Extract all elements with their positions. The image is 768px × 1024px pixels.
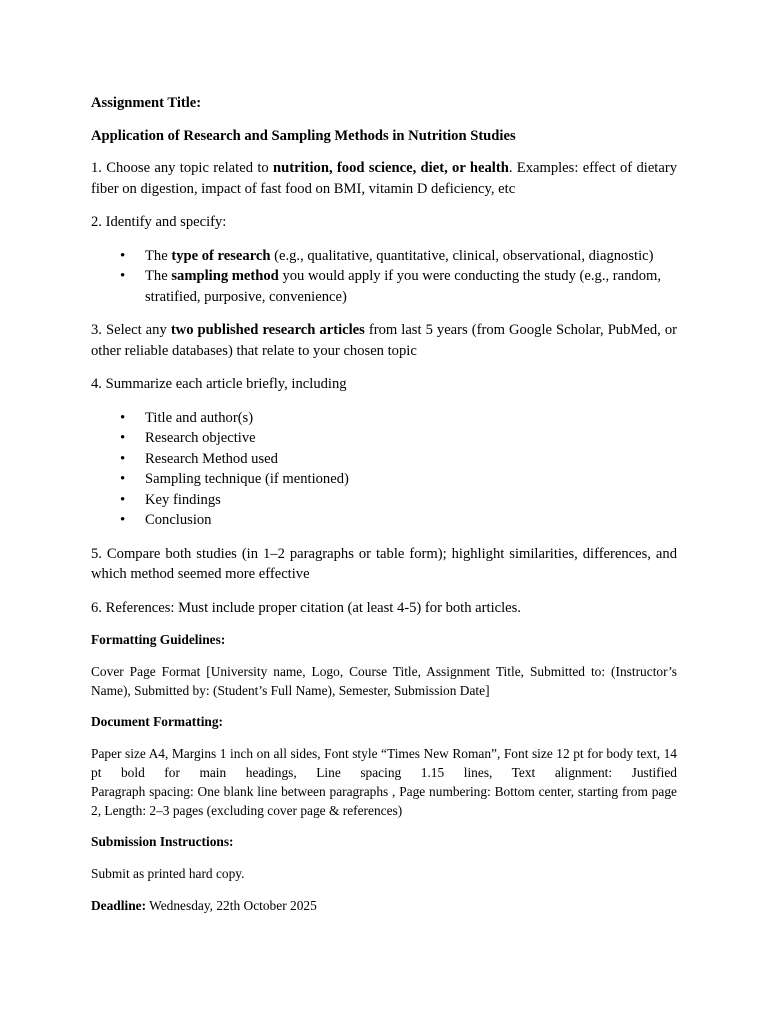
bullet-text: The <box>145 247 172 264</box>
list-item: • Research Method used <box>145 449 677 470</box>
document-formatting-heading: Document Formatting: <box>91 714 224 730</box>
list-item: • Conclusion <box>145 510 677 531</box>
bullet-text: (e.g., qualitative, quantitative, clinical, observational, diagnostic) <box>270 247 654 264</box>
item-1-prefix: 1. Choose any topic related to <box>91 160 273 176</box>
assignment-title: Application of Research and Sampling Methods in Nutrition Studies <box>91 127 516 144</box>
bullet-bold: type of research <box>171 247 271 264</box>
item-3 <box>91 320 677 361</box>
list-item: • Key findings <box>145 490 677 511</box>
bullet-text: The <box>145 268 172 284</box>
formatting-text: Cover Page Format [University name, Logo, Course Title, Assignment Title, Submitted to: (Instructor’s Name), Submitted by: (Student’s Full Name), Semester, Submission Date] <box>91 663 677 698</box>
deadline-value: Wednesday, 22th October 2025 <box>146 897 317 913</box>
item-1-suffix: . Examples: effect of dietary fiber on digestion, impact of fast food on BMI, vitamin D deficiency, etc <box>91 160 677 197</box>
bullet-text: you would apply if you were conducting the study (e.g., random, stratified, purposive, convenience) <box>145 268 661 305</box>
list-item: • Research objective <box>145 428 677 449</box>
item-1-bold: nutrition, food science, diet, or health <box>273 160 509 176</box>
item-3-suffix: from last 5 years (from Google Scholar, PubMed, or other reliable databases) that relate to your chosen topic <box>91 322 678 359</box>
bullet-bold: sampling method <box>171 268 279 284</box>
list-item: • Sampling technique (if mentioned) <box>145 469 677 490</box>
formatting-heading: Formatting Guidelines: <box>91 632 226 647</box>
deadline <box>91 897 677 916</box>
item-3-bold: two published research articles <box>170 322 365 338</box>
item-1 <box>91 158 677 199</box>
document-formatting-line-2: Paragraph spacing: One blank line between paragraphs , Page numbering: Bottom center, starting from page 2, Length: 2–3 pages (excluding cover page & references) <box>91 783 677 818</box>
item-2-bullets <box>91 246 677 308</box>
item-6: 6. References: Must include proper citation (at least 4-5) for both articles. <box>91 599 521 616</box>
list-item <box>145 266 677 307</box>
document-formatting-line-1: Paper size A4, Margins 1 inch on all sides, Font style “Times New Roman”, Font size 12 pt for body text, 14 pt bold for main headings, Line spacing 1.15 lines, Text alignment: Justified <box>91 746 677 780</box>
list-item: • Title and author(s) <box>145 408 677 429</box>
item-4-bullets <box>91 408 677 531</box>
deadline-label: Deadline: <box>91 897 147 913</box>
assignment-label: Assignment Title: <box>91 95 202 111</box>
item-5: 5. Compare both studies (in 1–2 paragraphs or table form); highlight similarities, differences, and which method seemed more effective <box>91 545 677 582</box>
list-item <box>145 246 677 267</box>
item-2: 2. Identify and specify: <box>91 214 227 230</box>
item-4: 4. Summarize each article briefly, including <box>91 376 347 392</box>
item-3-prefix: 3. Select any <box>91 322 171 338</box>
submission-heading: Submission Instructions: <box>91 834 234 850</box>
submission-text: Submit as printed hard copy. <box>91 866 245 882</box>
